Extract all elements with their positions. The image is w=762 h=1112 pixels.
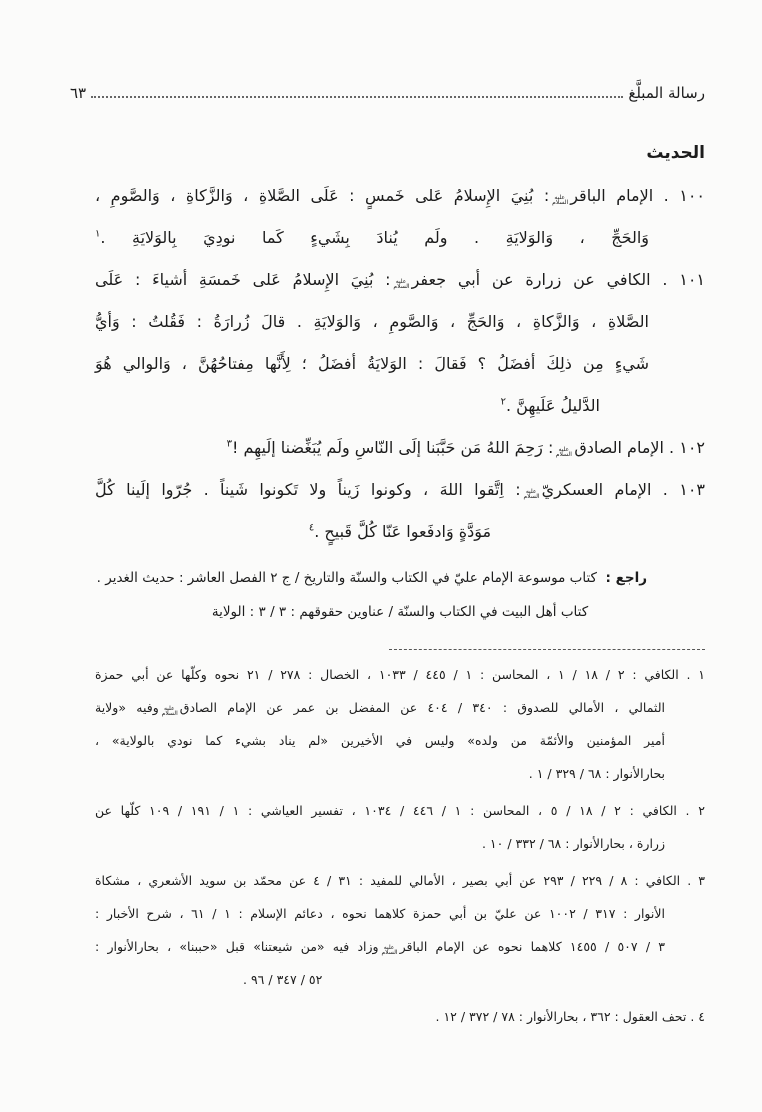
footnote-1 xyxy=(95,658,705,790)
hadith-100 xyxy=(95,175,705,259)
alayhi-salam-mark: عليه السلام xyxy=(552,194,569,206)
running-title: رسالة المبلَّغ xyxy=(628,84,705,102)
footnote-line: ٣ / ٥٠٧ / ١٤٥٥ كلاهما نحوه عن الإمام الباقرعليه السلاموزاد فيه «من شيعتنا» قبل «حببنا» ، بحارالأنوار : xyxy=(95,939,666,956)
footnote-line: ١ . الكافي : ٢ / ١٨ / ١ ، المحاسن : ١ / ٤٤٥ / ١٠٣٣ ، الخصال : ٢٧٨ / ٢١ نحوه وكلّها عن أبي حمزة xyxy=(95,667,705,682)
footnote-separator xyxy=(389,649,705,650)
hadith-line: الدَّليلُ عَلَيهِنَّ .$^٢$ xyxy=(500,396,600,415)
hadith-line: ١٠٠ . الإمام الباقرعليه السلام: بُنِيَ الإِسلامُ عَلى خَمسٍ : عَلَى الصَّلاةِ ، وَالزَّكاةِ ، وَالصَّومِ ، xyxy=(95,186,706,206)
hadith-line: وَالحَجِّ ، وَالوَلايَةِ . ولَم يُنادَ بِشَيءٍ كَما نودِيَ بِالوَلايَةِ .$^١$ xyxy=(95,228,649,247)
alayhi-salam-mark: عليه السلام xyxy=(523,488,540,500)
footnote-line: ٤ . تحف العقول : ٣٦٢ ، بحارالأنوار : ٧٨ / ٣٧٢ / ١٢ . xyxy=(435,1009,705,1024)
see-also-line: راجع : كتاب موسوعة الإمام عليّ في الكتاب والسنّة والتاريخ / ج ٢ الفصل العاشر : حديث الغدير . xyxy=(96,570,647,586)
hadith-line: ١٠٣ . الإمام العسكريّعليه السلام: اِتَّقوا اللهَ ، وكونوا زَيناً ولا تَكونوا شَيناً . جُرّوا إلَينا كُلَّ xyxy=(95,480,706,500)
footnote-line: ٢ . الكافي : ٢ / ١٨ / ٥ ، المحاسن : ١ / ٤٤٦ / ١٠٣٤ ، تفسير العياشي : ١ / ١٩١ / ١٠٩ كلّها عن xyxy=(95,803,705,818)
footnote-line: ٥٢ / ٣٤٧ / ٩٦ . xyxy=(243,972,323,987)
footnote-line: بحارالأنوار : ٦٨ / ٣٢٩ / ١ . xyxy=(528,766,665,781)
footnote-line: ٣ . الكافي : ٨ / ٢٢٩ / ٢٩٣ عن أبي بصير ، الأمالي للمفيد : ٣١ / ٤ عن محمّد بن سويد الأشعري ، مشكاة xyxy=(95,873,706,888)
see-also-label: راجع : xyxy=(605,570,647,586)
footnote-ref: ١ xyxy=(95,228,101,240)
see-also-line: كتاب أهل البيت في الكتاب والسنّة / عناوين حقوقهم : ٣ / ٣ : الولاية xyxy=(211,604,589,620)
section-heading: الحديث xyxy=(646,143,705,163)
footnote-line: زرارة ، بحارالأنوار : ٦٨ / ٣٣٢ / ١٠ . xyxy=(481,836,665,851)
hadith-line: ١٠٢ . الإمام الصادقعليه السلام: رَحِمَ اللهُ مَن حَبَّبَنا إلَى النّاسِ ولَم يُبَغِّضنا إلَيهِم !$^٣$ xyxy=(226,438,705,458)
hadith-103 xyxy=(95,469,705,553)
alayhi-salam-mark: عليه السلام xyxy=(393,278,410,290)
footnote-3 xyxy=(95,864,705,996)
alayhi-salam-mark: عليه السلام xyxy=(381,944,398,956)
footnote-line: أمير المؤمنين والأئمّة من ولده» وليس في الأخيرين «لم يناد بشيء كما نودي بالولاية» ، xyxy=(95,733,665,748)
footnote-ref: ٣ xyxy=(226,438,232,450)
footnote-line: الثمالي ، الأمالي للصدوق : ٣٤٠ / ٤٠٤ عن المفضل بن عمر عن الإمام الصادقعليه السلاموفيه «ولاية xyxy=(95,700,665,717)
hadith-line: ١٠١ . الكافي عن زرارة عن أبي جعفرعليه السلام: بُنِيَ الإِسلامُ عَلى خَمسَةِ أشياءَ : عَلَى xyxy=(95,270,705,290)
alayhi-salam-mark: عليه السلام xyxy=(555,446,572,458)
hadith-101 xyxy=(95,259,705,427)
see-also-block xyxy=(95,561,705,629)
footnote-line: الأنوار : ٣١٧ / ١٠٠٢ عن عليّ بن أبي حمزة كلاهما نحوه ، دعائم الإسلام : ١ / ٦١ ، شرح الأخبار : xyxy=(95,906,665,921)
alayhi-salam-mark: عليه السلام xyxy=(161,705,178,717)
hadith-line: مَوَدَّةٍ وَادفَعوا عَنّا كُلَّ قَبيحٍ .$^٤$ xyxy=(308,522,492,541)
footnote-ref: ٤ xyxy=(308,522,315,534)
footnote-ref: ٢ xyxy=(500,396,506,408)
hadith-102 xyxy=(95,427,705,469)
hadith-line: الصَّلاةِ ، وَالزَّكاةِ ، وَالحَجِّ ، وَالصَّومِ ، وَالوَلايَةِ . قالَ زُرارَةُ : فَقُلتُ : وَأيُّ xyxy=(95,312,649,331)
footnote-2 xyxy=(95,794,705,860)
hadith-line: شَيءٍ مِن ذلِكَ أفضَلُ ؟ فَقالَ : الوَلايَةُ أفضَلُ ؛ لِأَنَّها مِفتاحُهُنَّ ، وَالوالي هُوَ xyxy=(95,354,649,373)
footnotes-block xyxy=(95,658,705,1033)
text-column xyxy=(95,0,705,1037)
page-number: ٦٣ xyxy=(70,84,87,102)
footnote-4 xyxy=(95,1000,705,1033)
hadith-block xyxy=(95,175,705,553)
